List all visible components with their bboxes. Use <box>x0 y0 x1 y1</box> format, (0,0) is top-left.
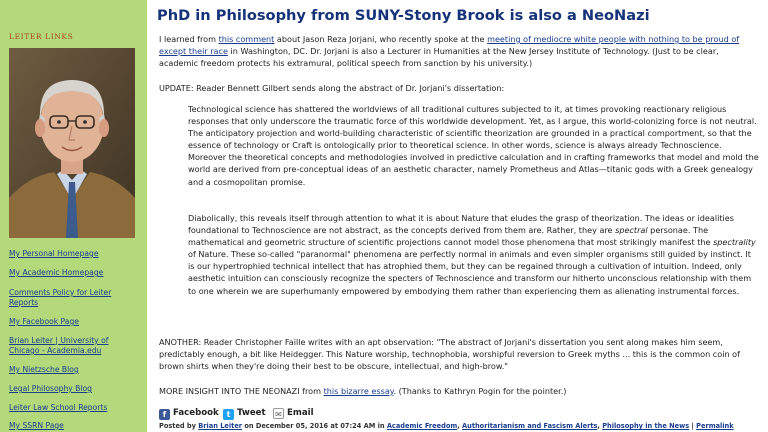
another-paragraph: ANOTHER: Reader Christopher Faille writes with an apt observation: "The abstract of Jorjani's dissertation you sent along makes him seem, predictably enough, a bit like Heidegger. This Nature worship, technophobia, worshipful reversion to Greek myths ... this is the common coin of brown shirts when they're doing their best to be obscure, intellectual, and high-brow." <box>159 337 740 372</box>
post-footer <box>159 422 764 430</box>
email-label: Email <box>287 408 314 418</box>
abstract-quote-2 <box>188 212 759 297</box>
meeting-link[interactable]: meeting of mediocre white people with nothing to be proud of except their race <box>159 34 740 57</box>
quote2-em-spectral: spectral <box>615 225 648 236</box>
quote2-text-b: personae. The mathematical and geometric structure of scientific projections cannot model those phenomena that most strikingly manifest the <box>188 225 714 248</box>
category-philosophy-news-link[interactable]: Philosophy in the News <box>602 422 690 430</box>
intro-text-3: in Washington, DC. Dr. Jorjani is also a Lecturer in Humanities at the New Jersey Institute of Technology. (Just to be clear, academic freedom protects his extramural, political speech from sanction by his university.) <box>159 46 719 69</box>
category-academic-freedom-link[interactable]: Academic Freedom <box>386 422 458 430</box>
email-icon: ✉ <box>273 408 284 419</box>
sidebar-link-comments-policy[interactable]: Comments Policy for Leiter Reports <box>9 288 112 307</box>
sidebar-link-facebook-page[interactable]: My Facebook Page <box>9 317 79 326</box>
more-insight-paragraph <box>159 385 759 397</box>
facebook-share-button[interactable] <box>159 408 219 422</box>
intro-text-1: I learned from <box>159 34 219 44</box>
this-comment-link[interactable]: this comment <box>218 34 275 44</box>
update-paragraph: UPDATE: Reader Bennett Gilbert sends along the abstract of Dr. Jorjani's dissertation: <box>159 83 505 93</box>
footer-comma-2: , <box>597 422 603 430</box>
facebook-icon: f <box>159 409 170 420</box>
author-portrait <box>9 48 135 238</box>
intro-paragraph <box>159 33 759 69</box>
footer-posted-by: Posted by <box>159 422 199 430</box>
post-area <box>147 0 768 432</box>
portrait-image <box>9 48 135 238</box>
more-text-1: MORE INSIGHT INTO THE NEONAZI from <box>159 386 324 396</box>
footer-comma-1: , <box>457 422 463 430</box>
footer-date-text: on December 05, 2016 at 07:24 AM in <box>242 422 387 430</box>
sidebar-link-legal-philosophy-blog[interactable]: Legal Philosophy Blog <box>9 384 92 393</box>
bizarre-essay-link[interactable]: this bizarre essay <box>323 386 394 396</box>
sidebar-link-ssrn-page[interactable]: My SSRN Page <box>9 421 64 430</box>
intro-text-2: about Jason Reza Jorjani, who recently spoke at the <box>274 34 488 44</box>
tweet-label: Tweet <box>237 408 266 418</box>
twitter-icon: t <box>223 409 234 420</box>
quote2-em-spectrality: spectrality <box>713 237 756 248</box>
permalink-link[interactable]: Permalink <box>696 422 734 430</box>
author-link[interactable]: Brian Leiter <box>198 422 243 430</box>
footer-separator: | <box>689 422 697 430</box>
sidebar-link-personal-homepage[interactable]: My Personal Homepage <box>9 249 99 258</box>
category-authoritarianism-link[interactable]: Authoritarianism and Fascism Alerts <box>462 422 598 430</box>
post-title[interactable]: PhD in Philosophy from SUNY-Stony Brook is also a NeoNazi <box>157 7 650 24</box>
sidebar-heading: LEITER LINKS <box>9 32 74 41</box>
sidebar-link-academia-edu[interactable]: Brian Leiter | University of Chicago - Academia.edu <box>9 336 109 355</box>
quote2-text-a: Diabolically, this reveals itself through attention to what it is about Nature that eludes the grasp of theorization. The ideas or idealities foundational to Technoscience are not abstract, as the concepts derived from them are. Rather, they are <box>188 213 734 236</box>
quote2-text-c: of Nature. These so-called "paranormal" phenomena are perfectly normal in animals and even simpler organisms still guided by instinct. It is our hypertrophied technical intellect that has atrophied them, but they can be regained through a cultivation of intuition. Indeed, only aesthetic intuition can consciously recognize the specters of Technoscience and transform our hitherto unconscious relationship with them to one wherein we are superhumanly empowered by embodying them rather than experiencing them as alienating instrumental forces. <box>188 249 752 296</box>
sidebar-link-academic-homepage[interactable]: My Academic Homepage <box>9 268 104 277</box>
sidebar-link-law-school-reports[interactable]: Leiter Law School Reports <box>9 403 108 412</box>
more-text-2: . (Thanks to Kathryn Pogin for the pointer.) <box>393 386 567 396</box>
email-share-button[interactable] <box>273 408 314 422</box>
abstract-quote-1: Technological science has shattered the worldviews of all traditional cultures subjected to it, at times provoking reactionary religious responses that only underscore the traumatic force of this worldwide development. Yet, as I argue, this world-colonizing force is not neutral. The anticipatory projection and world-building characteristic of scientific theorization are grounded in a practical comportment, so that the essence of technology or Craft is ontologically prior to theoretical science. In other words, science is always already Technoscience. Moreover the theoretical concepts and methodologies involved in predictive calculation and in crafting frameworks that model and mold the world are derived from pre-conceptual ideas of an aesthetic character, namely Prometheus and Atlas—titanic gods with a Greek genealogy and a cosmopolitan promise. <box>188 104 759 187</box>
sidebar <box>0 0 147 432</box>
facebook-label: Facebook <box>173 408 219 418</box>
tweet-button[interactable] <box>223 408 266 422</box>
sidebar-link-nietzsche-blog[interactable]: My Nietzsche Blog <box>9 365 79 374</box>
